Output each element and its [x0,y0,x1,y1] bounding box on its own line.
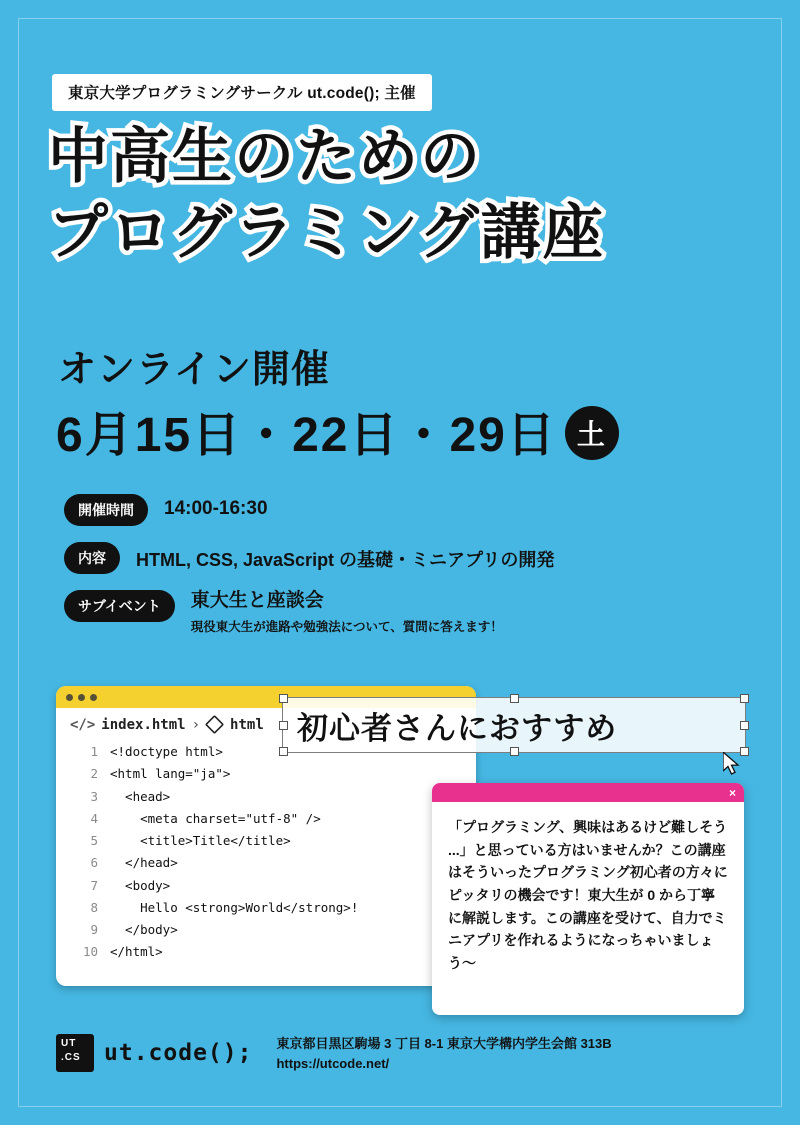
resize-handle-nw[interactable] [279,694,288,703]
popup-body-text: 「プログラミング、興味はあるけど難しそう ...」と思っている方はいませんか？この講座はそういったプログラミング初心者の方々にピッタリの機会です！東大生が 0 から丁寧に解説します。この講座を受けて、自力でミニアプリを作れるようになっちゃいましょう〜 [448,819,728,972]
close-icon[interactable]: × [728,785,736,800]
subevent-title: 東大生と座談会 [190,590,324,611]
line-number: 9 [90,922,98,937]
logo-bottom-text: .CS [61,1052,81,1064]
resize-handle-n[interactable] [510,694,519,703]
utcode-logo-icon [56,1034,94,1072]
resize-handle-w[interactable] [279,721,288,730]
line-text: </html> [110,944,163,960]
line-text: <!doctype html> [110,744,223,759]
footer-address: 東京都目黒区駒場 3 丁目 8-1 東京大学構内学生会館 313B [276,1036,612,1051]
code-line [56,919,476,941]
resize-handle-sw[interactable] [279,747,288,756]
line-number: 5 [90,833,98,848]
code-line [56,875,476,897]
title-line-1: 中高生のための [48,123,482,190]
line-text: <title>Title</title> [110,833,291,848]
line-text: <html lang="ja"> [110,766,231,782]
code-line [56,897,476,919]
code-line [56,941,476,963]
code-line [56,786,476,808]
line-text: <head> [110,788,171,804]
code-angle-icon: </> [70,716,96,733]
status-badge: サブイベント [64,590,175,622]
code-line [56,852,476,874]
minimize-icon[interactable] [78,694,85,701]
info-row-content-value: HTML, CSS, JavaScript の基礎・ミニアプリの開発 [136,550,555,570]
selection-text: 初心者さんにおすすめ [297,710,618,746]
line-number: 7 [90,877,98,893]
weekday-badge: 土 [565,406,619,460]
code-area[interactable] [56,739,476,964]
line-number: 8 [90,899,98,915]
line-number: 2 [90,766,98,782]
resize-handle-ne[interactable] [740,694,749,703]
code-line [56,763,476,785]
line-number: 3 [90,788,98,804]
event-dates [56,396,619,465]
status-badge: 開催時間 [64,494,148,526]
info-row-subevent [64,590,744,635]
line-text: </body> [110,922,178,937]
online-label: オンライン開催 [58,349,330,391]
line-number: 10 [82,944,98,960]
info-row-time-value: 14:00-16:30 [164,498,268,519]
line-text: <body> [110,877,171,893]
info-popup [432,783,744,1015]
event-dates-text: 6月15日・22日・29日 [56,409,557,462]
maximize-icon[interactable] [90,694,97,701]
breadcrumb-filename[interactable]: index.html [101,716,186,733]
organizer-ribbon: 東京大学プログラミングサークル ut.code(); 主催 [52,74,432,111]
popup-titlebar [432,783,744,802]
info-block [64,494,744,651]
status-badge: 内容 [64,542,120,574]
chevron-right-icon: › [191,716,201,733]
subevent-description: 現役東大生が進路や勉強法について、質問に答えます！ [190,619,503,634]
line-text: <meta charset="utf-8" /> [110,810,321,826]
line-number: 1 [90,744,98,759]
footer-contact [276,1032,611,1074]
logo-top-text: UT [61,1038,77,1050]
code-line [56,808,476,830]
page-title [48,122,605,267]
footer-url[interactable]: https://utcode.net/ [276,1056,390,1072]
node-cube-icon [205,715,224,734]
line-text: Hello <strong>World</strong>! [110,899,359,915]
info-row-content [64,542,744,574]
logo-wordmark: ut.code(); [104,1040,253,1067]
selection-box[interactable] [282,697,746,753]
footer [56,1032,612,1074]
line-number: 4 [90,810,98,826]
line-text: </head> [110,855,178,871]
resize-handle-s[interactable] [510,747,519,756]
code-line [56,830,476,852]
title-line-2: プログラミング講座 [48,198,605,266]
info-row-time [64,494,744,526]
breadcrumb-node[interactable]: html [230,716,264,733]
resize-handle-e[interactable] [740,721,749,730]
close-icon[interactable] [66,694,73,701]
line-number: 6 [90,855,98,871]
